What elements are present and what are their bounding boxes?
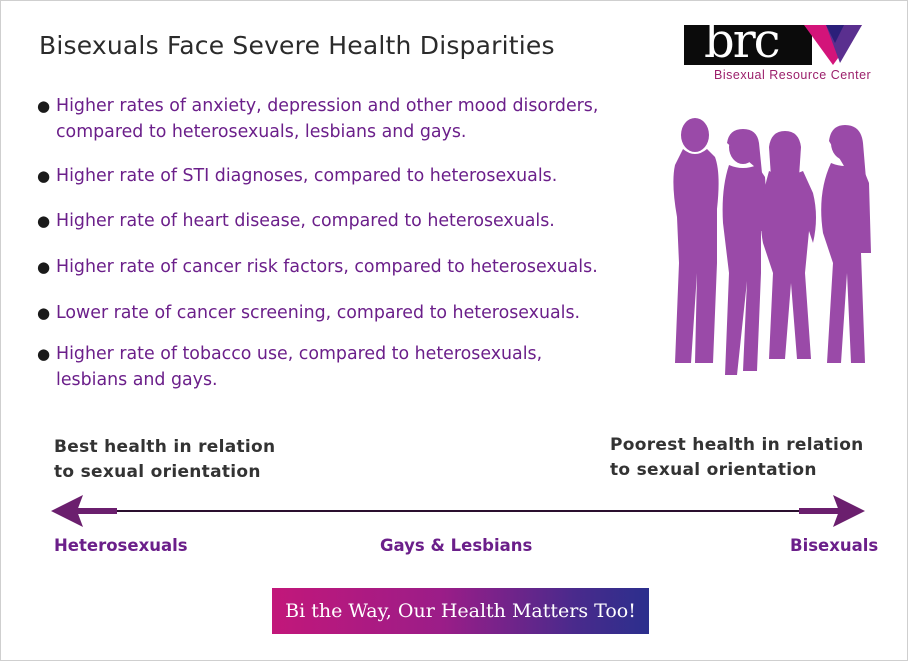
logo-subtitle: Bisexual Resource Center — [714, 68, 872, 82]
bullet-icon: ● — [37, 97, 51, 115]
poorest-health-line: Poorest health in relation — [610, 435, 864, 455]
bullet-line: Higher rates of anxiety, depression and other mood disorders, — [56, 96, 599, 116]
list-item — [37, 93, 647, 145]
list-item — [37, 254, 647, 280]
bullet-icon: ● — [37, 167, 51, 185]
bullet-icon: ● — [37, 345, 51, 363]
bullet-line: Higher rate of STI diagnoses, compared to heterosexuals. — [56, 166, 558, 186]
logo-triangle-icon — [804, 25, 862, 69]
list-item — [37, 208, 647, 234]
poorest-health-label — [610, 433, 864, 483]
brc-logo — [684, 13, 890, 85]
people-silhouette-icon — [665, 113, 885, 383]
list-item — [37, 341, 647, 393]
bullet-line: compared to heterosexuals, lesbians and gays. — [56, 122, 467, 142]
page-title: Bisexuals Face Severe Health Disparities — [39, 31, 555, 60]
best-health-label — [54, 435, 275, 485]
bullet-icon: ● — [37, 304, 51, 322]
bullet-line: Lower rate of cancer screening, compared to heterosexuals. — [56, 303, 581, 323]
category-heterosexuals: Heterosexuals — [54, 536, 188, 555]
bullet-line: Higher rate of tobacco use, compared to heterosexuals, — [56, 344, 543, 364]
logo-mark: brc — [704, 13, 779, 69]
best-health-line: to sexual orientation — [54, 462, 261, 482]
slogan-banner: Bi the Way, Our Health Matters Too! — [272, 588, 649, 634]
bullet-line: Higher rate of cancer risk factors, compared to heterosexuals. — [56, 257, 598, 277]
bullet-line: lesbians and gays. — [56, 370, 218, 390]
list-item — [37, 163, 647, 189]
arrow-left-shaft — [77, 508, 117, 514]
poorest-health-line: to sexual orientation — [610, 460, 817, 480]
best-health-line: Best health in relation — [54, 437, 276, 457]
bullet-line: Higher rate of heart disease, compared to heterosexuals. — [56, 211, 555, 231]
list-item — [37, 300, 647, 326]
disparities-list — [37, 93, 647, 393]
category-gays-lesbians: Gays & Lesbians — [380, 536, 533, 555]
category-bisexuals: Bisexuals — [790, 536, 879, 555]
logo-box — [684, 13, 812, 69]
health-scale — [49, 491, 869, 531]
bullet-icon: ● — [37, 258, 51, 276]
bullet-icon: ● — [37, 212, 51, 230]
arrow-right-shaft — [799, 508, 839, 514]
